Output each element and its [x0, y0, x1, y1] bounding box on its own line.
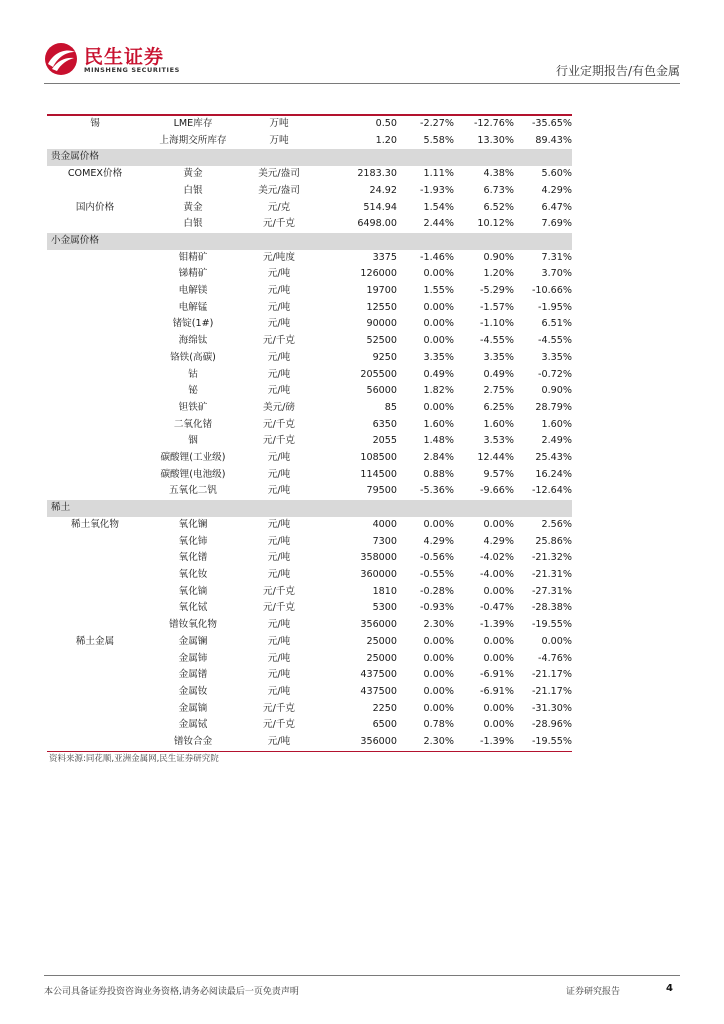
row-price-value: 108500: [360, 452, 397, 464]
row-price-value: 114500: [360, 468, 397, 480]
row-item-name: 电解镁: [178, 285, 208, 297]
row-unit: 元/千克: [262, 335, 295, 347]
row-change-1: 1.82%: [423, 385, 454, 397]
table-row: [47, 200, 572, 217]
row-group-label: [47, 400, 143, 417]
row-change-3: -21.17%: [531, 669, 572, 681]
row-unit: 元/千克: [262, 602, 295, 614]
row-change-1: 0.00%: [423, 335, 454, 347]
row-item-name: 金属镧: [178, 635, 208, 647]
table-row: [47, 300, 572, 317]
table-row: [47, 567, 572, 584]
row-unit: 元/吨: [267, 351, 291, 363]
logo-chinese-name: 民生证券: [84, 46, 165, 68]
row-price-value: 2250: [372, 702, 397, 714]
table-row: [47, 450, 572, 467]
page-number: 4: [666, 983, 673, 994]
row-item-name: 镨钕合金: [173, 736, 213, 748]
table-row: [47, 634, 572, 651]
row-item-name: 金属镨: [178, 669, 208, 681]
row-change-2: -1.57%: [480, 301, 514, 313]
row-change-3: -19.55%: [531, 736, 572, 748]
row-change-3: -4.55%: [538, 335, 572, 347]
row-price-value: 19700: [366, 285, 397, 297]
row-unit: 美元/磅: [262, 401, 295, 413]
row-change-1: 0.00%: [423, 268, 454, 280]
row-item-name: 钼精矿: [178, 251, 208, 263]
row-change-1: 0.49%: [423, 368, 454, 380]
row-group-label: [47, 701, 143, 718]
row-unit: 元/吨: [267, 368, 291, 380]
row-change-1: 3.35%: [423, 351, 454, 363]
row-change-1: -0.28%: [420, 585, 454, 597]
row-change-2: -4.02%: [480, 552, 514, 564]
row-change-3: 89.43%: [535, 134, 572, 146]
row-item-name: 白银: [183, 184, 203, 196]
row-change-1: 5.58%: [423, 134, 454, 146]
report-type-label: 行业定期报告/有色金属: [555, 64, 680, 78]
company-logo: [44, 40, 184, 80]
row-group-label: [47, 383, 143, 400]
row-change-1: 1.48%: [423, 435, 454, 447]
table-row: [47, 266, 572, 283]
row-price-value: 356000: [360, 736, 397, 748]
header-divider: [44, 83, 680, 84]
row-price-value: 360000: [360, 568, 397, 580]
row-price-value: 514.94: [363, 201, 397, 213]
table-row: [47, 216, 572, 233]
row-group-label: [47, 300, 143, 317]
row-change-2: 0.90%: [483, 251, 514, 263]
row-price-value: 126000: [360, 268, 397, 280]
row-change-3: 2.49%: [541, 435, 572, 447]
row-change-3: 1.60%: [541, 418, 572, 430]
row-unit: 元/千克: [262, 435, 295, 447]
table-row: [47, 433, 572, 450]
row-item-name: 金属钕: [178, 685, 208, 697]
row-price-value: 358000: [360, 552, 397, 564]
table-row: [47, 133, 572, 150]
row-change-2: 10.12%: [477, 218, 514, 230]
row-change-2: 4.29%: [483, 535, 514, 547]
table-row: [47, 617, 572, 634]
row-group-label: [47, 266, 143, 283]
table-row: [47, 517, 572, 534]
row-change-2: -9.66%: [480, 485, 514, 497]
row-group-label: [47, 483, 143, 500]
table-row: [47, 316, 572, 333]
section-title: 贵金属价格: [47, 149, 572, 166]
row-price-value: 6498.00: [357, 218, 397, 230]
row-unit: 元/吨: [267, 736, 291, 748]
row-change-1: 0.00%: [423, 702, 454, 714]
row-change-1: 1.55%: [423, 285, 454, 297]
row-change-2: 0.00%: [483, 585, 514, 597]
row-change-2: 2.75%: [483, 385, 514, 397]
row-unit: 元/吨: [267, 452, 291, 464]
row-group-label: [47, 600, 143, 617]
row-change-3: -35.65%: [531, 118, 572, 129]
row-change-2: 4.38%: [483, 168, 514, 180]
row-change-2: 6.73%: [483, 184, 514, 196]
table-row: [47, 250, 572, 267]
row-item-name: 五氧化二钒: [169, 485, 217, 497]
row-change-1: 2.44%: [423, 218, 454, 230]
row-price-value: 79500: [366, 485, 397, 497]
section-title: 稀土: [47, 500, 572, 517]
row-change-2: -6.91%: [480, 685, 514, 697]
table-row: [47, 350, 572, 367]
row-unit: 美元/盎司: [258, 184, 300, 196]
logo-english-name: MINSHENG SECURITIES: [84, 66, 180, 74]
table-row: [47, 717, 572, 734]
row-change-3: -19.55%: [531, 619, 572, 631]
table-row: [47, 684, 572, 701]
row-unit: 元/吨: [267, 468, 291, 480]
row-group-label: [47, 433, 143, 450]
row-unit: 元/吨: [267, 568, 291, 580]
row-change-2: 0.00%: [483, 719, 514, 731]
table-row: [47, 367, 572, 384]
row-price-value: 3375: [372, 251, 397, 263]
table-row: [47, 183, 572, 200]
row-change-1: -5.36%: [420, 485, 454, 497]
row-group-label: [47, 350, 143, 367]
row-change-3: 25.86%: [535, 535, 572, 547]
row-unit: 元/千克: [262, 585, 295, 597]
row-price-value: 7300: [372, 535, 397, 547]
row-price-value: 56000: [366, 385, 397, 397]
row-price-value: 356000: [360, 619, 397, 631]
row-item-name: 钽铁矿: [178, 401, 208, 413]
row-change-3: -0.72%: [538, 368, 572, 380]
row-group-label: [47, 216, 143, 233]
row-change-2: 0.00%: [483, 702, 514, 714]
row-change-1: 0.00%: [423, 401, 454, 413]
row-change-2: 9.57%: [483, 468, 514, 480]
row-change-3: 4.29%: [541, 184, 572, 196]
row-unit: 元/千克: [262, 702, 295, 714]
footer-divider: [44, 975, 680, 976]
row-unit: 元/吨度: [262, 251, 295, 263]
row-price-value: 25000: [366, 652, 397, 664]
row-group-label: [47, 333, 143, 350]
row-change-2: 13.30%: [477, 134, 514, 146]
row-group-label: [47, 534, 143, 551]
row-group-label: [47, 316, 143, 333]
row-group-label: [47, 467, 143, 484]
row-unit: 元/吨: [267, 535, 291, 547]
row-item-name: 氧化钕: [178, 568, 208, 580]
row-item-name: 铬铁(高碳): [170, 351, 216, 363]
row-price-value: 0.50: [375, 118, 397, 129]
row-change-3: 3.35%: [541, 351, 572, 363]
row-item-name: 碳酸锂(工业级): [160, 452, 226, 464]
row-item-name: 金属铈: [178, 652, 208, 664]
row-change-3: -27.31%: [531, 585, 572, 597]
row-group-label: [47, 651, 143, 668]
row-unit: 元/吨: [267, 485, 291, 497]
row-unit: 元/吨: [267, 285, 291, 297]
row-change-2: 6.25%: [483, 401, 514, 413]
row-unit: 元/千克: [262, 719, 295, 731]
row-price-value: 6350: [372, 418, 397, 430]
row-unit: 元/吨: [267, 518, 291, 530]
row-unit: 元/吨: [267, 619, 291, 631]
row-unit: 元/吨: [267, 301, 291, 313]
row-item-name: 碳酸锂(电池级): [160, 468, 226, 480]
row-unit: 万吨: [269, 118, 289, 129]
table-row: [47, 701, 572, 718]
row-change-2: 0.00%: [483, 652, 514, 664]
table-row: [47, 333, 572, 350]
row-group-label: [47, 567, 143, 584]
row-change-1: 2.84%: [423, 452, 454, 464]
row-change-3: 6.51%: [541, 318, 572, 330]
row-price-value: 5300: [372, 602, 397, 614]
price-table: [47, 116, 572, 751]
row-price-value: 205500: [360, 368, 397, 380]
row-item-name: 铋: [188, 385, 198, 397]
row-change-3: 2.56%: [541, 518, 572, 530]
row-unit: 元/吨: [267, 635, 291, 647]
row-group-label: 锡: [90, 118, 100, 129]
row-group-label: [47, 684, 143, 701]
row-change-1: 0.00%: [423, 318, 454, 330]
row-change-2: 0.00%: [483, 518, 514, 530]
row-group-label: [47, 417, 143, 434]
row-change-2: 6.52%: [483, 201, 514, 213]
row-unit: 元/吨: [267, 685, 291, 697]
row-change-1: -0.55%: [420, 568, 454, 580]
row-price-value: 2183.30: [357, 168, 397, 180]
table-row: [47, 283, 572, 300]
row-change-2: 12.44%: [477, 452, 514, 464]
row-unit: 元/千克: [262, 418, 295, 430]
table-row: [47, 383, 572, 400]
minsheng-logo-icon: [44, 42, 78, 76]
row-item-name: 锗锭(1#): [172, 318, 214, 330]
row-item-name: 氧化镨: [178, 552, 208, 564]
row-change-2: -1.10%: [480, 318, 514, 330]
section-title: 小金属价格: [47, 233, 572, 250]
row-group-label: COMEX价格: [67, 168, 123, 180]
row-change-1: 0.78%: [423, 719, 454, 731]
row-change-3: -31.30%: [531, 702, 572, 714]
row-change-1: 0.88%: [423, 468, 454, 480]
row-group-label: [47, 550, 143, 567]
row-item-name: 黄金: [183, 201, 203, 213]
row-group-label: [47, 283, 143, 300]
row-group-label: 稀土金属: [75, 635, 115, 647]
row-change-1: 1.11%: [423, 168, 454, 180]
section-header-row: [47, 500, 572, 517]
row-item-name: 氧化镧: [178, 518, 208, 530]
row-change-1: -2.27%: [420, 118, 454, 129]
row-change-3: -12.64%: [531, 485, 572, 497]
table-row: [47, 651, 572, 668]
section-header-row: [47, 233, 572, 250]
row-change-1: 1.54%: [423, 201, 454, 213]
row-group-label: 国内价格: [75, 201, 115, 213]
row-group-label: [47, 617, 143, 634]
row-change-2: -4.55%: [480, 335, 514, 347]
row-change-3: -21.17%: [531, 685, 572, 697]
section-header-row: [47, 149, 572, 166]
row-unit: 元/吨: [267, 652, 291, 664]
row-change-3: -10.66%: [531, 285, 572, 297]
row-change-3: 7.69%: [541, 218, 572, 230]
row-change-1: 2.30%: [423, 736, 454, 748]
row-price-value: 85: [384, 401, 397, 413]
row-change-2: -12.76%: [473, 118, 514, 129]
row-item-name: 金属铽: [178, 719, 208, 731]
row-unit: 美元/盎司: [258, 168, 300, 180]
row-change-3: 6.47%: [541, 201, 572, 213]
row-change-3: 7.31%: [541, 251, 572, 263]
row-group-label: [47, 133, 143, 150]
row-change-1: 0.00%: [423, 301, 454, 313]
row-change-2: 0.00%: [483, 635, 514, 647]
row-change-2: -1.39%: [480, 619, 514, 631]
table-row: [47, 550, 572, 567]
row-group-label: [47, 183, 143, 200]
row-change-3: -28.96%: [531, 719, 572, 731]
row-change-2: 1.20%: [483, 268, 514, 280]
row-item-name: 铟: [188, 435, 198, 447]
row-group-label: [47, 717, 143, 734]
row-unit: 元/吨: [267, 669, 291, 681]
row-change-1: -1.46%: [420, 251, 454, 263]
row-change-3: 0.00%: [541, 635, 572, 647]
table-row: [47, 667, 572, 684]
row-item-name: 镨钕氧化物: [169, 619, 217, 631]
row-change-2: 3.35%: [483, 351, 514, 363]
row-change-1: 0.00%: [423, 635, 454, 647]
row-change-1: 0.00%: [423, 669, 454, 681]
row-unit: 元/吨: [267, 552, 291, 564]
row-item-name: 电解锰: [178, 301, 208, 313]
row-change-3: 16.24%: [535, 468, 572, 480]
row-unit: 元/吨: [267, 385, 291, 397]
price-table-container: [47, 114, 572, 752]
row-price-value: 52500: [366, 335, 397, 347]
row-item-name: 锑精矿: [178, 268, 208, 280]
row-change-2: 3.53%: [483, 435, 514, 447]
row-change-1: 1.60%: [423, 418, 454, 430]
row-change-1: 4.29%: [423, 535, 454, 547]
row-change-1: 0.00%: [423, 652, 454, 664]
row-change-3: 0.90%: [541, 385, 572, 397]
row-unit: 万吨: [269, 134, 289, 146]
row-group-label: [47, 584, 143, 601]
row-change-1: -1.93%: [420, 184, 454, 196]
row-item-name: 黄金: [183, 168, 203, 180]
row-change-3: 25.43%: [535, 452, 572, 464]
table-row: [47, 584, 572, 601]
row-change-1: 0.00%: [423, 518, 454, 530]
row-group-label: [47, 734, 143, 751]
source-note: 资料来源:同花顺,亚洲金属网,民生证券研究院: [49, 754, 219, 764]
row-change-3: -4.76%: [538, 652, 572, 664]
row-price-value: 12550: [366, 301, 397, 313]
table-row: [47, 534, 572, 551]
row-item-name: 上海期交所库存: [159, 134, 227, 146]
table-row: [47, 417, 572, 434]
row-group-label: [47, 450, 143, 467]
footer-report-label: 证券研究报告: [565, 987, 620, 997]
row-group-label: [47, 667, 143, 684]
table-row: [47, 166, 572, 183]
row-price-value: 24.92: [369, 184, 397, 196]
table-row: [47, 600, 572, 617]
table-row: [47, 467, 572, 484]
row-item-name: 金属镝: [178, 702, 208, 714]
row-change-2: -1.39%: [480, 736, 514, 748]
row-item-name: 钴: [188, 368, 198, 380]
table-row: [47, 483, 572, 500]
row-group-label: [47, 250, 143, 267]
footer-disclaimer: 本公司具备证券投资咨询业务资格,请务必阅读最后一页免责声明: [44, 987, 299, 997]
row-change-2: -0.47%: [480, 602, 514, 614]
row-change-2: 0.49%: [483, 368, 514, 380]
row-group-label: 稀土氧化物: [71, 518, 119, 530]
table-row: [47, 116, 572, 133]
row-item-name: 海绵钛: [178, 335, 208, 347]
table-row: [47, 734, 572, 751]
row-change-3: 28.79%: [535, 401, 572, 413]
row-price-value: 437500: [360, 669, 397, 681]
row-item-name: 二氧化锗: [173, 418, 213, 430]
row-unit: 元/吨: [267, 268, 291, 280]
row-item-name: 氧化镝: [178, 585, 208, 597]
row-price-value: 9250: [372, 351, 397, 363]
row-price-value: 1810: [372, 585, 397, 597]
row-change-3: -21.32%: [531, 552, 572, 564]
row-item-name: 白银: [183, 218, 203, 230]
row-change-1: -0.56%: [420, 552, 454, 564]
row-change-2: -4.00%: [480, 568, 514, 580]
row-price-value: 437500: [360, 685, 397, 697]
row-unit: 元/克: [267, 201, 291, 213]
row-change-2: -5.29%: [480, 285, 514, 297]
row-change-1: -0.93%: [420, 602, 454, 614]
row-change-3: 5.60%: [541, 168, 572, 180]
row-change-3: -1.95%: [538, 301, 572, 313]
row-price-value: 6500: [372, 719, 397, 731]
row-change-3: -28.38%: [531, 602, 572, 614]
row-price-value: 25000: [366, 635, 397, 647]
row-unit: 元/吨: [267, 318, 291, 330]
row-price-value: 90000: [366, 318, 397, 330]
row-change-2: -6.91%: [480, 669, 514, 681]
row-price-value: 2055: [372, 435, 397, 447]
row-change-2: 1.60%: [483, 418, 514, 430]
row-change-3: 3.70%: [541, 268, 572, 280]
row-price-value: 1.20: [375, 134, 397, 146]
row-item-name: LME库存: [173, 118, 213, 129]
row-change-1: 2.30%: [423, 619, 454, 631]
row-change-3: -21.31%: [531, 568, 572, 580]
row-price-value: 4000: [372, 518, 397, 530]
row-group-label: [47, 367, 143, 384]
row-unit: 元/千克: [262, 218, 295, 230]
row-change-1: 0.00%: [423, 685, 454, 697]
row-item-name: 氧化铽: [178, 602, 208, 614]
table-row: [47, 400, 572, 417]
row-item-name: 氧化铈: [178, 535, 208, 547]
